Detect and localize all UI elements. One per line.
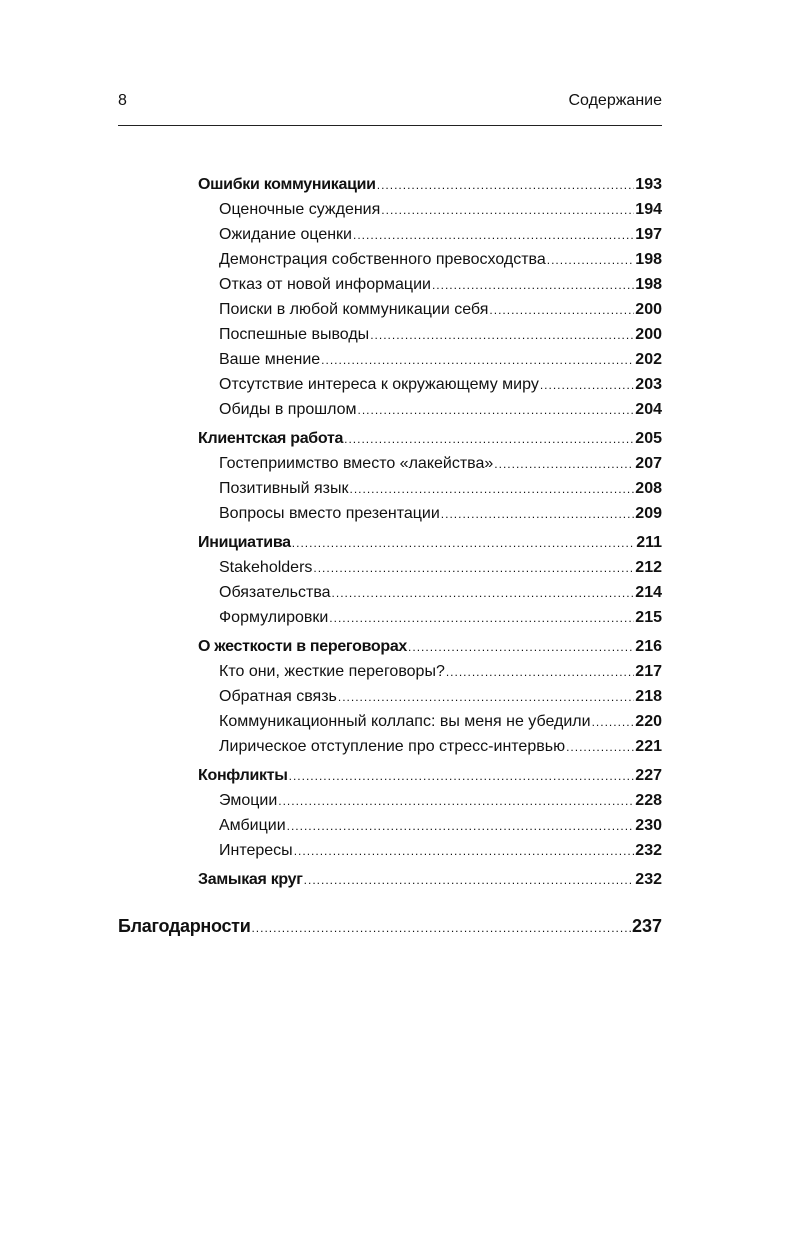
dot-leader <box>540 372 634 397</box>
toc-entry-page: 204 <box>635 401 662 418</box>
toc-subsection-entry[interactable] <box>198 788 662 813</box>
toc-entry-title: Отсутствие интереса к окружающему миру <box>219 376 539 393</box>
toc-entry-page: 218 <box>635 688 662 705</box>
toc-subsection-entry[interactable] <box>198 709 662 734</box>
dot-leader <box>370 322 634 347</box>
toc-entry-title: О жесткости в переговорах <box>198 638 408 655</box>
toc-subsection-entry[interactable] <box>198 322 662 347</box>
toc-entry-page: 197 <box>635 226 662 243</box>
toc-section-group <box>198 763 662 863</box>
dot-leader <box>329 605 634 630</box>
toc-subsection-entry[interactable] <box>198 297 662 322</box>
toc-entry-page: 212 <box>635 559 662 576</box>
toc-entry-page: 208 <box>635 480 662 497</box>
toc-entry-title: Обратная связь <box>219 688 337 705</box>
toc-entry-title: Вопросы вместо презентации <box>219 505 440 522</box>
toc-section-group <box>198 530 662 630</box>
toc-entry-page: 216 <box>635 638 662 655</box>
dot-leader <box>251 912 630 940</box>
toc-entry-page: 193 <box>635 176 662 193</box>
dot-leader <box>446 659 634 684</box>
toc-entry-page: 215 <box>635 609 662 626</box>
toc-section-entry[interactable] <box>198 763 662 788</box>
toc-entry-title: Stakeholders <box>219 559 313 576</box>
toc-subsection-entry[interactable] <box>198 501 662 526</box>
dot-leader <box>408 634 634 659</box>
toc-entry-title: Отказ от новой информации <box>219 276 431 293</box>
toc-subsection-entry[interactable] <box>198 580 662 605</box>
toc-entry-title: Инициатива <box>198 534 291 551</box>
toc-entry-page: 203 <box>635 376 662 393</box>
toc-subsection-entry[interactable] <box>198 397 662 422</box>
toc-subsection-entry[interactable] <box>198 684 662 709</box>
dot-leader <box>489 297 634 322</box>
dot-leader <box>332 580 635 605</box>
dot-leader <box>377 172 635 197</box>
toc-entry-page: 209 <box>635 505 662 522</box>
dot-leader <box>432 272 634 297</box>
dot-leader <box>313 555 634 580</box>
toc-entry-title: Ошибки коммуникации <box>198 176 376 193</box>
toc-entry-page: 227 <box>635 767 662 784</box>
toc-entry-title: Обиды в прошлом <box>219 401 357 418</box>
toc-entry-page: 200 <box>635 301 662 318</box>
toc-subsection-entry[interactable] <box>198 197 662 222</box>
toc-section-entry[interactable] <box>198 634 662 659</box>
dot-leader <box>289 763 635 788</box>
toc-section-group <box>198 867 662 892</box>
toc-entry-page: 205 <box>635 430 662 447</box>
toc-entry-page: 217 <box>635 663 662 680</box>
dot-leader <box>357 397 634 422</box>
dot-leader <box>441 501 635 526</box>
toc-entry-acknowledgements[interactable] <box>118 912 662 940</box>
dot-leader <box>292 530 635 555</box>
toc-entry-title: Поиски в любой коммуникации себя <box>219 301 489 318</box>
toc-subsection-entry[interactable] <box>198 272 662 297</box>
toc-entry-page: 232 <box>635 871 662 888</box>
toc-subsection-entry[interactable] <box>198 476 662 501</box>
dot-leader <box>494 451 634 476</box>
toc-final-entry <box>118 912 662 940</box>
toc-entry-page: 200 <box>635 326 662 343</box>
toc-entry-page: 232 <box>635 842 662 859</box>
toc-entry-title: Амбиции <box>219 817 286 834</box>
toc-entry-page: 228 <box>635 792 662 809</box>
toc-entry-title: Конфликты <box>198 767 288 784</box>
toc-entry-title: Позитивный язык <box>219 480 349 497</box>
toc-entry-title: Ожидание оценки <box>219 226 352 243</box>
header-rule <box>118 125 662 126</box>
dot-leader <box>294 838 635 863</box>
toc-entry-title: Поспешные выводы <box>219 326 370 343</box>
dot-leader <box>381 197 634 222</box>
dot-leader <box>304 867 635 892</box>
dot-leader <box>547 247 635 272</box>
toc-entry-title: Ваше мнение <box>219 351 321 368</box>
toc-entry-title: Клиентская работа <box>198 430 344 447</box>
toc-entry-title: Замыкая круг <box>198 871 303 888</box>
toc-subsection-entry[interactable] <box>198 247 662 272</box>
toc-subsection-entry[interactable] <box>198 347 662 372</box>
toc-section-group <box>198 634 662 759</box>
toc-entry-title: Эмоции <box>219 792 278 809</box>
toc-entry-page: 202 <box>635 351 662 368</box>
toc-entry-page: 198 <box>635 276 662 293</box>
running-header-title: Содержание <box>568 92 662 109</box>
dot-leader <box>338 684 634 709</box>
toc-entry-title: Кто они, жесткие переговоры? <box>219 663 445 680</box>
toc-subsection-entry[interactable] <box>198 605 662 630</box>
toc-section-group <box>198 172 662 422</box>
dot-leader <box>566 734 634 759</box>
toc-subsection-entry[interactable] <box>198 659 662 684</box>
toc-subsection-entry[interactable] <box>198 451 662 476</box>
toc-subsection-entry[interactable] <box>198 734 662 759</box>
toc-entry-title: Коммуникационный коллапс: вы меня не убедили <box>219 713 591 730</box>
toc-entry-title: Обязательства <box>219 584 331 601</box>
toc-entry-title: Демонстрация собственного превосходства <box>219 251 546 268</box>
toc-entry-page: 207 <box>635 455 662 472</box>
toc-entry-title: Благодарности <box>118 916 251 936</box>
dot-leader <box>278 788 634 813</box>
toc-subsection-entry[interactable] <box>198 813 662 838</box>
dot-leader <box>349 476 634 501</box>
dot-leader <box>287 813 635 838</box>
toc-subsection-entry[interactable] <box>198 838 662 863</box>
table-of-contents <box>198 172 662 896</box>
dot-leader <box>592 709 635 734</box>
toc-section-entry[interactable] <box>198 172 662 197</box>
dot-leader <box>321 347 634 372</box>
toc-entry-page: 237 <box>631 916 662 936</box>
dot-leader <box>344 426 634 451</box>
toc-entry-page: 211 <box>636 534 662 551</box>
toc-entry-title: Интересы <box>219 842 293 859</box>
page-number: 8 <box>118 92 127 109</box>
toc-section-entry[interactable] <box>198 867 662 892</box>
toc-section-group <box>198 426 662 526</box>
toc-section-entry[interactable] <box>198 530 662 555</box>
toc-entry-title: Формулировки <box>219 609 329 626</box>
toc-subsection-entry[interactable] <box>198 372 662 397</box>
toc-entry-title: Оценочные суждения <box>219 201 381 218</box>
toc-subsection-entry[interactable] <box>198 555 662 580</box>
toc-section-entry[interactable] <box>198 426 662 451</box>
toc-entry-page: 220 <box>635 713 662 730</box>
toc-entry-page: 198 <box>635 251 662 268</box>
toc-entry-page: 194 <box>635 201 662 218</box>
dot-leader <box>353 222 634 247</box>
toc-entry-title: Гостеприимство вместо «лакейства» <box>219 455 494 472</box>
toc-subsection-entry[interactable] <box>198 222 662 247</box>
toc-entry-page: 230 <box>635 817 662 834</box>
toc-entry-page: 221 <box>635 738 662 755</box>
toc-entry-page: 214 <box>635 584 662 601</box>
toc-entry-title: Лирическое отступление про стресс-интервью <box>219 738 566 755</box>
